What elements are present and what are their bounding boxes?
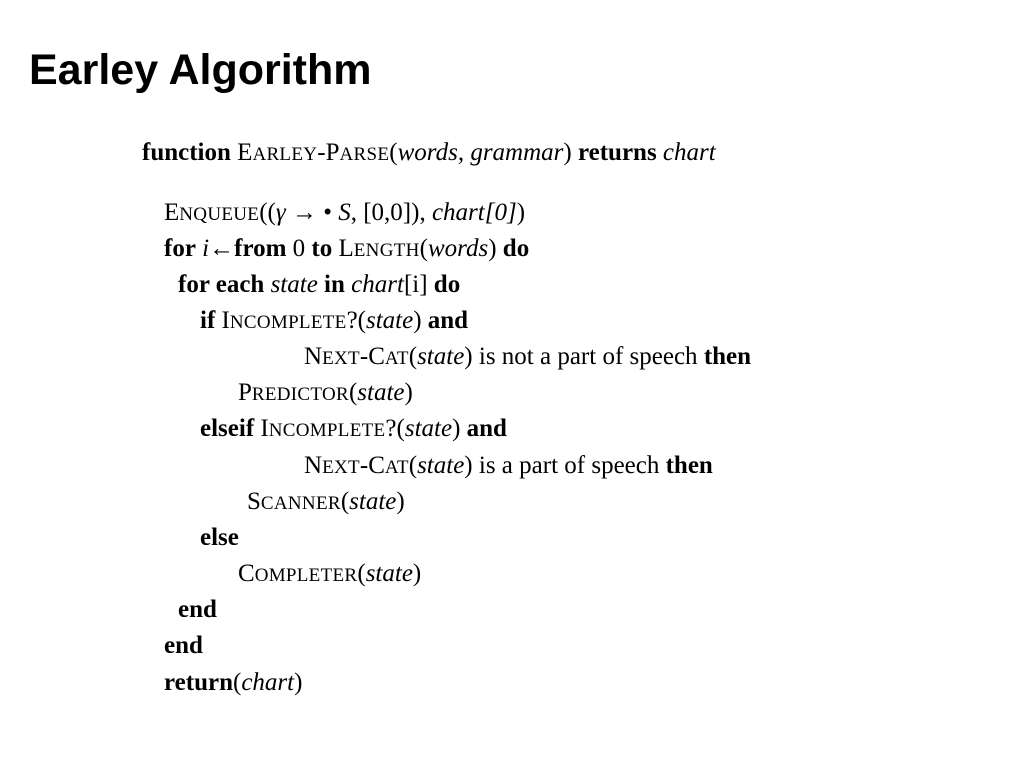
function-name-incomplete: INCOMPLETE — [260, 415, 386, 442]
chart-arg: chart[0] — [431, 199, 517, 226]
code-line-next-cat-pos: NEXT-CAT(state) is a part of speech then — [304, 452, 713, 479]
start-symbol: S — [338, 199, 351, 226]
keyword-elseif: elseif — [200, 415, 255, 442]
code-line-for-loop: for i←from 0 to LENGTH(words) do — [164, 235, 530, 262]
function-name-next-cat: NEXT-CAT — [304, 343, 409, 370]
keyword-else: else — [200, 524, 239, 551]
code-line-elseif: elseif INCOMPLETE?(state) and — [200, 415, 507, 442]
keyword-do: do — [502, 235, 530, 262]
keyword-to: to — [311, 235, 333, 262]
code-line-completer: COMPLETER(state) — [238, 560, 422, 587]
code-line-predictor: PREDICTOR(state) — [238, 379, 413, 406]
keyword-from: from — [234, 235, 287, 262]
code-line-enqueue: ENQUEUE((γ → • S, [0,0]), chart[0]) — [164, 199, 526, 226]
keyword-returns: returns — [577, 139, 657, 166]
var-i: i — [202, 235, 210, 262]
code-line-function-signature: function EARLEY-PARSE(words, grammar) returns chart — [142, 139, 716, 166]
code-line-end-inner — [178, 595, 217, 625]
keyword-then: then — [703, 343, 752, 370]
params: words, grammar — [397, 139, 564, 166]
keyword-end: end — [164, 632, 203, 659]
dot-symbol: • — [323, 199, 332, 226]
code-line-for-each: for each state in chart[i] do — [178, 271, 461, 298]
keyword-and: and — [427, 307, 469, 334]
keyword-for-each: for each — [178, 271, 265, 298]
code-line-end-outer — [164, 631, 203, 661]
code-line-return: return(chart) — [164, 669, 303, 696]
code-line-scanner: SCANNER(state) — [247, 488, 405, 515]
keyword-and: and — [466, 415, 507, 442]
function-name-predictor: PREDICTOR — [238, 379, 349, 406]
keyword-end: end — [178, 596, 217, 623]
code-line-next-cat-not-pos: NEXT-CAT(state) is not a part of speech then — [304, 343, 752, 370]
keyword-function: function — [142, 139, 231, 166]
slide-title: Earley Algorithm — [29, 46, 372, 94]
keyword-for: for — [164, 235, 196, 262]
function-name-next-cat: NEXT-CAT — [304, 452, 409, 479]
return-value: chart — [662, 139, 716, 166]
code-line-if: if INCOMPLETE?(state) and — [200, 307, 469, 334]
assign-arrow: ← — [209, 235, 235, 262]
function-name-completer: COMPLETER — [238, 560, 358, 587]
keyword-then: then — [665, 452, 713, 479]
function-name-scanner: SCANNER — [247, 488, 341, 515]
gamma-symbol: γ — [275, 199, 286, 226]
function-name-incomplete: INCOMPLETE — [221, 307, 347, 334]
keyword-return: return — [164, 669, 233, 696]
code-line-else — [200, 523, 239, 553]
function-name-enqueue: ENQUEUE — [164, 199, 260, 226]
function-name-length: LENGTH — [338, 235, 420, 262]
keyword-if: if — [200, 307, 216, 334]
function-name-earley-parse: EARLEY-PARSE — [237, 139, 390, 166]
keyword-do: do — [433, 271, 461, 298]
keyword-in: in — [324, 271, 345, 298]
arrow-symbol: → — [285, 199, 324, 226]
